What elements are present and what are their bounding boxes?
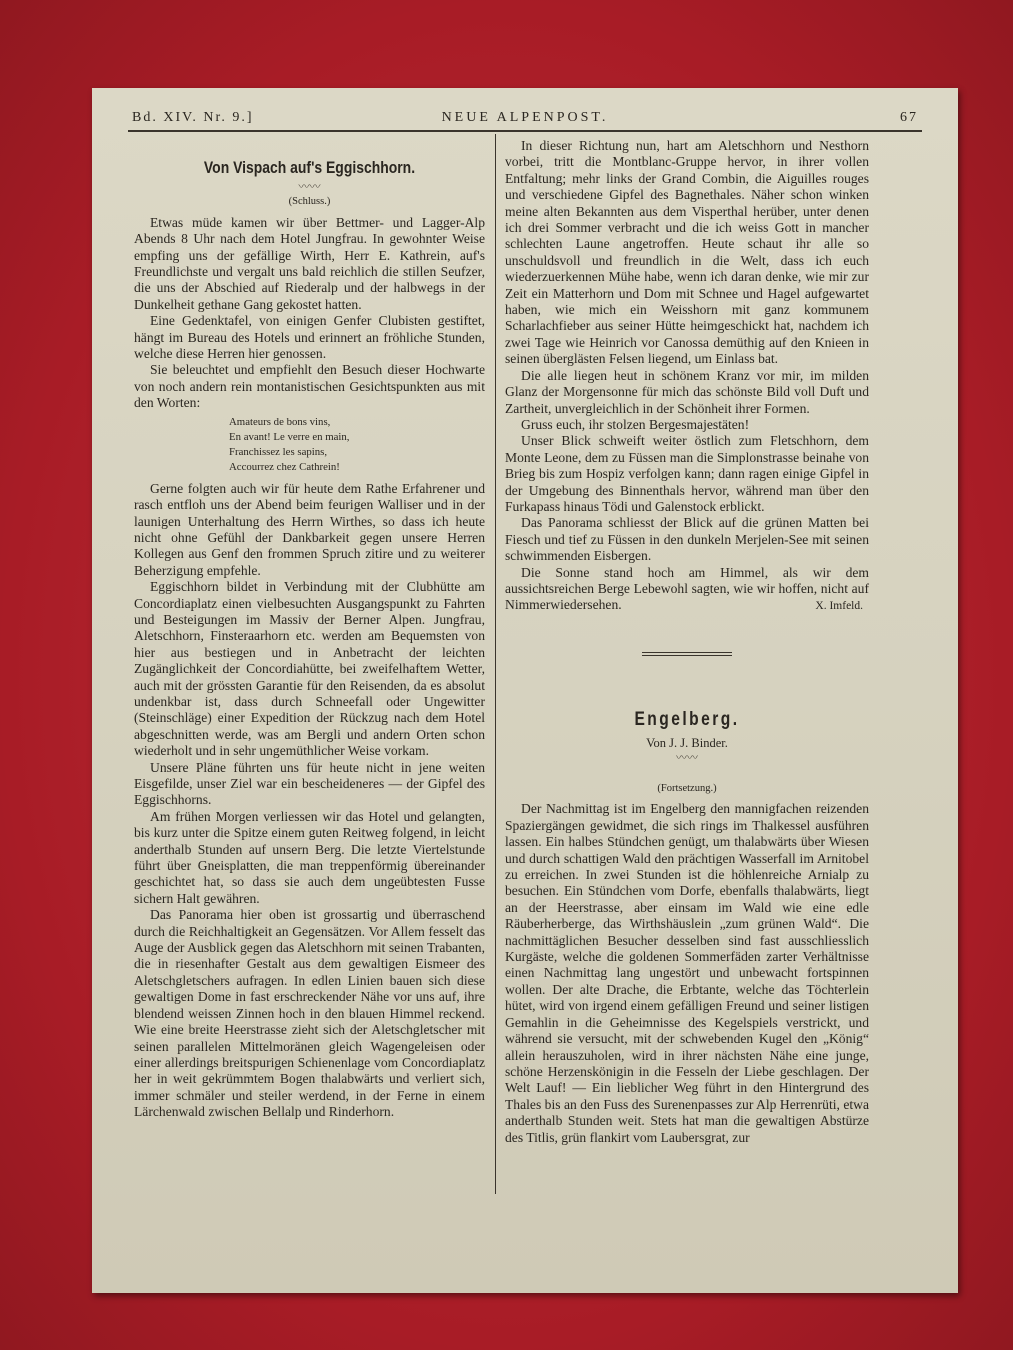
article-byline: Von J. J. Binder.: [646, 735, 728, 750]
article-title: Von Vispach auf's Eggischhorn.: [203, 158, 416, 177]
poem-line: En avant! Le verre en main,: [229, 430, 350, 443]
poem-line: Amateurs de bons vins,: [229, 415, 331, 428]
paragraph: Am frühen Morgen verliessen wir das Hotel und gelangten, bis kurz unter die Spitze einem guten Reitweg folgend, in leicht anderthalb Stunden auf unsern Berg. Die letzte Viertelstunde führt über Gneisplatten, die man treppenförmig übereinander geschichtet hat, so dass sie auch dem ungeübtesten Fusse sichern Halt gewähren.: [134, 808, 485, 906]
paragraph: Etwas müde kamen wir über Bettmer- und Lagger-Alp Abends 8 Uhr nach dem Hotel Jungfrau. In gewohnter Weise empfing uns der gefällige Wirth, Herr E. Kathrein, auf's Freundlichste und vergalt uns bald reichlich die stillen Seufzer, die uns der Abschied auf Riederalp und der halbwegs in der Dunkelheit gethane Gang gekostet hatten.: [134, 214, 485, 312]
paragraph: Unser Blick schweift weiter östlich zum Fletschhorn, dem Monte Leone, dem zu Füssen man die Simplonstrasse beinahe von Brieg bis zum Hospiz verfolgen kann; dann ragen einige Gipfel in der Umgebung des Binnenthals hervor, während man über den Furkapass hinaus Tödi und Galenstock erblickt.: [505, 433, 869, 514]
paragraph: Das Panorama schliesst der Blick auf die grünen Matten bei Fiesch und tief zu Füssen in den dunkeln Merjelen-See mit seinen schwimmenden Eisbergen.: [505, 515, 869, 564]
paragraph: Die Sonne stand hoch am Himmel, als wir dem aussichtsreichen Berge Lebewohl sagten, wie wir hoffen, nicht auf Nimmerwiedersehen.: [505, 564, 869, 613]
paragraph: Eggischhorn bildet in Verbindung mit der Clubhütte am Concordiaplatz einen vielbesuchten Ausgangspunkt zu Fahrten und Besteigungen im Massiv der Berner Alpen. Jungfrau, Aletschhorn, Finsteraarhorn etc. werden am Bequemsten von hier aus bestiegen und in Anbetracht der leichten Zugänglichkeit der Concordiahütte, bei zweifelhaftem Wetter, auch mit der grössten Garantie für den Reisenden, da es absolut undenkbar ist, dass durch Schneefall oder Ungewitter (Steinschläge) einer Expedition der Rückzug nach dem Hotel abgeschnitten werde, was am Bergli und andern Orten schon wiederholt und in sehr ungemüthlicher Weise vorkam.: [134, 579, 485, 759]
author-signature: X. Imfeld.: [815, 599, 863, 612]
header-rule: [128, 130, 922, 132]
paragraph: Der Nachmittag ist im Engelberg den mannigfachen reizenden Spaziergängen gewidmet, die sich rings im Thalkessel ausführen lassen. Ein halbes Stündchen genügt, um thalabwärts über Wiesen und durch schattigen Wald den prächtigen Wasserfall im Arnitobel zu erreichen. In zwei Stunden ist die höhlenreiche Arnialp zu besuchen. Ein Stündchen vom Dorfe, ebenfalls thalabwärts, liegt an der Heerstrasse, aber einsam im Wald wie eine edle Räuberherberge, das Wirthshäuslein „zum grünen Wald“. Die nachmittäglichen Besucher desselben sind fast ausschliesslich Kurgäste, welche die goldenen Sommerfäden zarter Verhältnisse einen Nachmittag lang ungestört und unbewacht fortspinnen wollen. Der alte Drache, die Erbtante, welche das Töchterlein hütet, wird von irgend einem gefälligen Freund und seiner listigen Gemahlin in die Geheimnisse des Kegelspiels verstrickt, und während sie versucht, mit der schwebenden Kugel den „König“ allein herauszuholen, wird in ihrer nächsten Nähe eine junge, schöne Herzenskönigin in die Fesseln der Liebe geschlagen. Der Welt Lauf! — Ein lieblicher Weg führt in den Hintergrund des Thales bis an den Fuss des Surenenpasses zur Alp Herrenrüti, etwa anderthalb Stunden weit. Stets hat man die gewaltigen Abstürze des Titlis, grün flankirt vom Laubersgrat, zur: [505, 801, 869, 1145]
publication-name: NEUE ALPENPOST.: [441, 110, 609, 125]
page-number: 67: [900, 110, 918, 125]
running-head: [132, 110, 918, 130]
paragraph: Die alle liegen heut in schönem Kranz vor mir, im milden Glanz der Morgensonne für mich das schönste Bild voll Duft und Zartheit, unvergleichlich in der Schönheit ihrer Formen.: [505, 367, 869, 416]
paragraph: Das Panorama hier oben ist grossartig und überraschend durch die Reichhaltigkeit an Gegensätzen. Vor Allem fesselt das Auge der Ausblick gegen das Aletschhorn mit seinen Trabanten, die in riesenhafter Gestalt aus dem gewaltigen Eismeer des Aletschgletschers aufragen. In edlen Linien bauen sich diese gewaltigen Dome in fast erschreckender Nähe vor uns auf, ihre blendend weissen Zinnen hoch in den blauen Himmel reckend. Wie eine breite Heerstrasse zieht sich der Aletschgletscher mit seinen parallelen Mittelmoränen gleich Wagengeleisen oder einer allerdings breitspurigen Schienenlage vom Concordiaplatz her in weit gekrümmtem Bogen thalabwärts und verliert sich, immer schmäler und steiler werdend, in der Ferne in einem Lärchenwald zwischen Bellalp und Rinderhorn.: [134, 907, 485, 1120]
paragraph: Gruss euch, ihr stolzen Bergesmajestäten!: [521, 416, 750, 432]
column-rule: [495, 134, 496, 1194]
paragraph: Eine Gedenktafel, von einigen Genfer Clubisten gestiftet, hängt im Bureau des Hotels und erinnert an fröhliche Stunden, welche diese Herren hier genossen.: [134, 313, 485, 362]
paragraph: Unsere Pläne führten uns für heute nicht in jene weiten Eisgefilde, unser Ziel war ein bescheideneres — der Gipfel des Eggischhorns.: [134, 759, 485, 808]
poem-line: Franchissez les sapins,: [229, 445, 328, 458]
poem: [229, 415, 485, 475]
newspaper-page: [92, 88, 958, 1293]
article-subtitle: (Fortsetzung.): [657, 783, 717, 794]
article-title: Engelberg.: [634, 709, 740, 731]
article-subtitle: (Schluss.): [288, 196, 331, 208]
article-separator: [642, 652, 732, 656]
poem-line: Accourrez chez Cathrein!: [229, 460, 340, 473]
title-ornament: 〰〰: [298, 181, 321, 194]
right-column: [505, 138, 869, 1146]
title-ornament: 〰〰: [676, 752, 698, 764]
left-column: [134, 138, 485, 1121]
paragraph: In dieser Richtung nun, hart am Aletschhorn und Nesthorn vorbei, tritt die Montblanc-Gruppe hervor, in ihrer vollen Entfaltung; mehr links der Grand Combin, die Aiguilles rouges und verschiedene Gipfel des Bagnethales. Näher schon winken meine alten Bekannten aus dem Visperthal herüber, unter denen ich drei Sommer verbracht und die ich weiss Gott in mancher schlechten Laune angetroffen. Heute schaut ihr alle so unschuldsvoll und freundlich in die Welt, dass ich euch wiederzuerkennen Mühe habe, wenn ich daran denke, wie mir zur Zeit ein Matterhorn und Dom mit Schnee und Hagel aufgewartet haben, wie mich ein Weisshorn mit ganz kommunem Scharlachfieber aus seiner Hütte heimgeschickt hat, nachdem ich zwei Tage wie Heinrich vor Canossa demüthig auf den Knieen in seinen überglästen Felsen liegend, um Einlass bat.: [505, 138, 869, 367]
volume-number: Bd. XIV. Nr. 9.]: [132, 110, 254, 125]
paragraph: Sie beleuchtet und empfiehlt den Besuch dieser Hochwarte von noch andern rein montanistischen Gesichtspunkten aus mit den Worten:: [134, 362, 485, 411]
paragraph: Gerne folgten auch wir für heute dem Rathe Erfahrener und rasch entfloh uns der Abend beim feurigen Walliser und in der launigen Unterhaltung des Herrn Wirthes, so dass ich heute nicht ohne Gefühl der Dankbarkeit gegen unsere Herren Kollegen aus Genf den frommen Spruch zitire und zu weiterer Beherzigung empfehle.: [134, 480, 485, 578]
